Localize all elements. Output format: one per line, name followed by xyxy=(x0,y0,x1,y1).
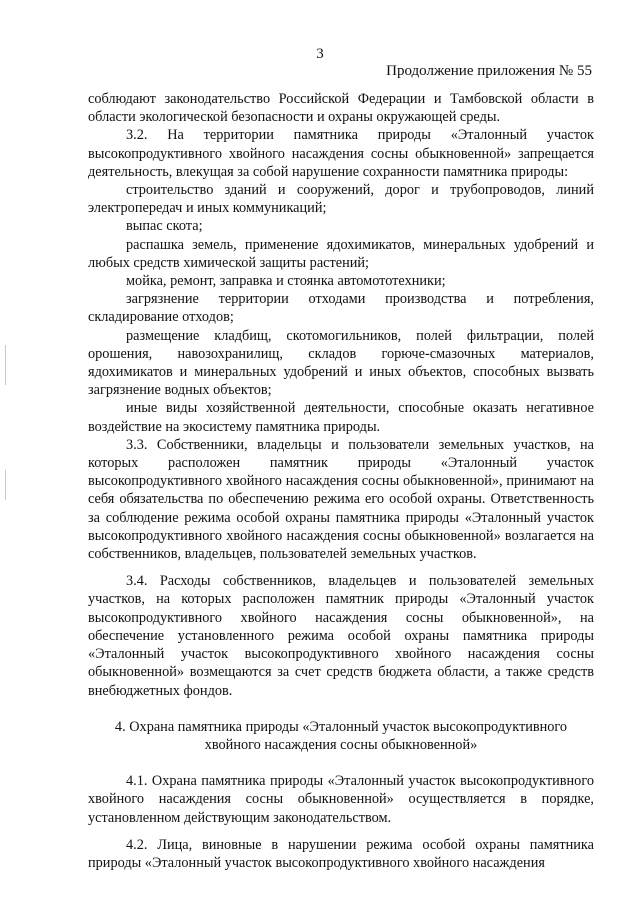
margin-scan-mark xyxy=(5,470,6,500)
list-item: иные виды хозяйственной деятельности, способные оказать негативное воздействие на экосистему памятника природы. xyxy=(88,400,594,435)
paragraph-4-1: 4.1. Охрана памятника природы «Эталонный участок высокопродуктивного хвойного насаждения сосны обыкновенной» осуществляется в порядке, установленном действующим законодательством. xyxy=(88,773,594,826)
list-item: загрязнение территории отходами производства и потребления, складирование отходов; xyxy=(88,291,594,326)
list-item: выпас скота; xyxy=(126,218,203,235)
paragraph-4-2: 4.2. Лица, виновные в нарушении режима особой охраны памятника природы «Эталонный участок высокопродуктивного хвойного насаждения xyxy=(88,836,594,871)
page-number: 3 xyxy=(316,46,324,62)
paragraph-3-4: 3.4. Расходы собственников, владельцев и пользователей земельных участков, на которых расположен памятник природы «Эталонный участок высокопродуктивного хвойного насаждения сосны обыкновенной», на обеспечение установленного режима особой охраны памятника природы «Эталонный участок высокопродуктивного хвойного насаждения сосны обыкновенной» возмещаются за счет средств бюджета области, а также средств внебюджетных фондов. xyxy=(88,573,594,699)
section-heading: 4. Охрана памятника природы «Эталонный участок высокопродуктивного хвойного насаждения сосны обыкновенной» xyxy=(114,718,568,753)
list-item: распашка земель, применение ядохимикатов, минеральных удобрений и любых средств химической защиты растений; xyxy=(88,236,594,271)
paragraph-3-2: 3.2. На территории памятника природы «Эталонный участок высокопродуктивного хвойного насаждения сосны обыкновенной» запрещается деятельность, влекущая за собой нарушение сохранности памятника природы: xyxy=(88,127,594,180)
appendix-continuation-note: Продолжение приложения № 55 xyxy=(386,63,592,79)
list-item: строительство зданий и сооружений, дорог и трубопроводов, линий электропередач и иных коммуникаций; xyxy=(88,182,594,217)
paragraph: соблюдают законодательство Российской Федерации и Тамбовской области в области экологической безопасности и охраны окружающей среды. xyxy=(88,91,594,126)
document-body xyxy=(88,90,594,872)
paragraph-3-3: 3.3. Собственники, владельцы и пользователи земельных участков, на которых расположен памятник природы «Эталонный участок высокопродуктивного хвойного насаждения сосны обыкновенной», принимают на себя обязательства по обеспечению режима его особой охраны. Ответственность за соблюдение режима особой охраны памятника природы «Эталонный участок высокопродуктивного хвойного насаждения сосны обыкновенной» возлагается на собственников, владельцев, пользователей земельных участков. xyxy=(88,436,594,563)
list-item: мойка, ремонт, заправка и стоянка автомототехники; xyxy=(126,273,446,290)
margin-scan-mark xyxy=(5,345,6,385)
list-item: размещение кладбищ, скотомогильников, полей фильтрации, полей орошения, навозохранилищ, складов горюче-смазочных материалов, ядохимикатов и минеральных удобрений и иных объектов, способных вызвать загрязнение водных объектов; xyxy=(88,327,594,399)
